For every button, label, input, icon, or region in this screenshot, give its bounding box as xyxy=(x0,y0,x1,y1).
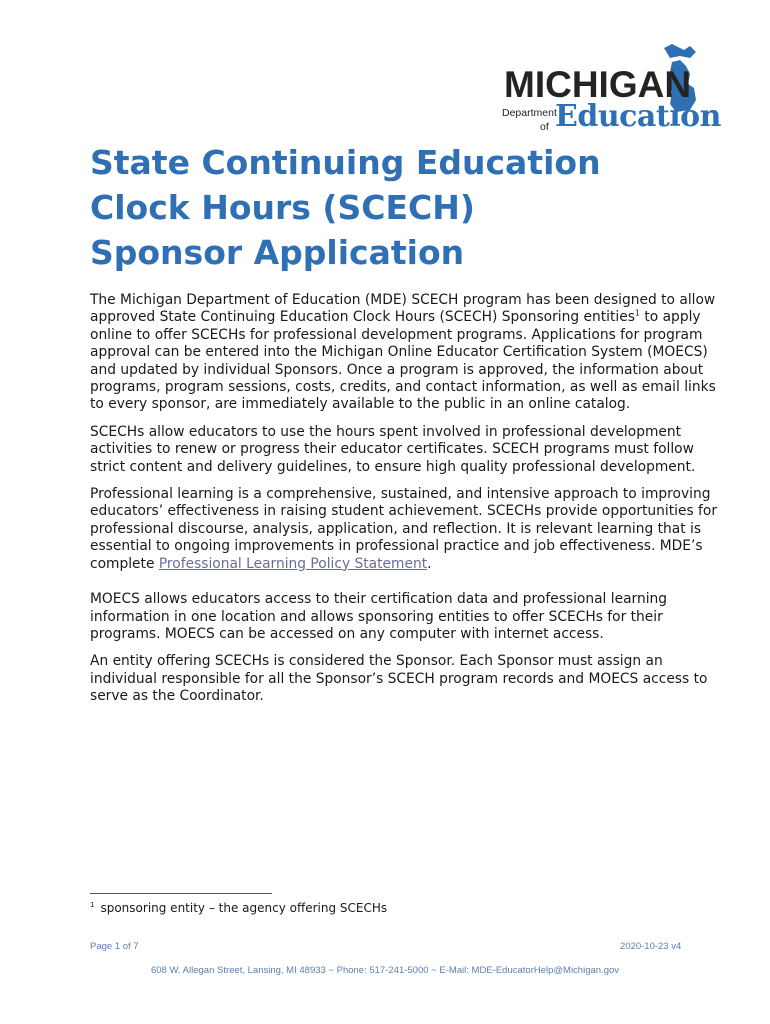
logo-education-word: Education xyxy=(555,99,721,134)
paragraph-scechs: SCECHs allow educators to use the hours spent involved in professional development activities to renew or progress their educator certificates. SCECH programs must follow strict content and delivery guidelines, to ensure high quality professional development. xyxy=(90,423,696,475)
document-title xyxy=(90,140,690,275)
footnote-divider xyxy=(90,893,272,894)
logo-michigan-word: MICHIGAN xyxy=(504,64,692,105)
policy-statement-link[interactable]: Professional Learning Policy Statement xyxy=(158,555,428,572)
paragraph-professional-learning: Professional learning is a comprehensive, sustained, and intensive approach to improving educators’ effectiveness in raising student achievement. SCECHs provide opportunities for professional discourse, analysis, application, and reflection. It is relevant learning that is essential to ongoing improvements in professional practice and job effectiveness. MDE’s complete Professional Learning Policy Statement. xyxy=(90,486,718,572)
logo-department-text: Department xyxy=(502,107,557,119)
document-version: 2020-10-23 v4 xyxy=(620,941,682,952)
page-number: Page 1 of 7 xyxy=(90,941,139,952)
title-line-3: Sponsor Application xyxy=(90,233,465,272)
paragraph-intro: The Michigan Department of Education (MDE) SCECH program has been designed to allow approved State Continuing Education Clock Hours (SCECH) Sponsoring entities$^1$ to apply online to offer SCECHs for professional development programs. Applications for program approval can be entered into the Michigan Online Educator Certification System (MOECS) and updated by individual Sponsors. Once a program is approved, the information about programs, program sessions, costs, credits, and contact information, as well as email links to every sponsor, are immediately available to the public in an online catalog. xyxy=(90,292,716,413)
footnote xyxy=(90,901,387,915)
footnote-text: sponsoring entity – the agency offering SCECHs xyxy=(100,901,388,915)
document-body xyxy=(90,292,730,716)
mde-logo xyxy=(500,44,720,136)
footer-address: 608 W. Allegan Street, Lansing, MI 48933 ~ Phone: 517-241-5000 ~ E-Mail: MDE-EducatorHelp@Michigan.gov xyxy=(150,965,620,976)
title-line-1: State Continuing Education xyxy=(90,143,601,182)
footnote-number: 1 xyxy=(90,901,95,909)
logo-of-text: of xyxy=(540,121,549,133)
paragraph-moecs: MOECS allows educators access to their certification data and professional learning information in one location and allows sponsoring entities to offer SCECHs for their programs. MOECS can be accessed on any computer with internet access. xyxy=(90,591,668,642)
paragraph-sponsor: An entity offering SCECHs is considered the Sponsor. Each Sponsor must assign an individual responsible for all the Sponsor’s SCECH program records and MOECS access to serve as the Coordinator. xyxy=(90,653,708,705)
title-line-2: Clock Hours (SCECH) xyxy=(90,188,475,227)
footnote-ref: 1 xyxy=(634,308,640,318)
